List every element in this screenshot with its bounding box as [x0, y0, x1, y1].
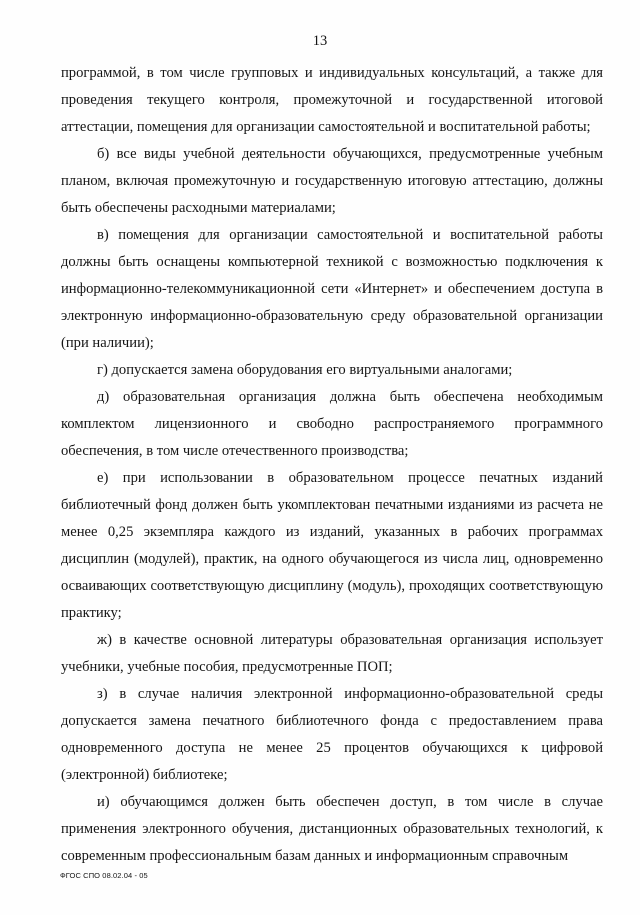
paragraph-item-b: б) все виды учебной деятельности обучающихся, предусмотренные учебным планом, включая промежуточную и государственную итоговую аттестацию, должны быть обеспечены расходными материалами; [61, 146, 603, 216]
paragraph-item-v: в) помещения для организации самостоятельной и воспитательной работы должны быть оснащены компьютерной техникой с возможностью подключения к информационно-телекоммуникационной сети «Интернет» и обеспечением доступа в электронную информационно-образовательную среду образовательной организации (при наличии); [61, 227, 603, 351]
paragraph-item-e: е) при использовании в образовательном процессе печатных изданий библиотечный фонд должен быть укомплектован печатными изданиями из расчета не менее 0,25 экземпляра каждого из изданий, указанных в рабочих программах дисциплин (модулей), практик, на одного обучающегося из числа лиц, одновременно осваивающих соответствующую дисциплину (модуль), проходящих соответствующую практику; [61, 470, 603, 621]
paragraph-item-zh: ж) в качестве основной литературы образовательная организация использует учебники, учебные пособия, предусмотренные ПОП; [61, 632, 603, 675]
paragraph-item-g: г) допускается замена оборудования его виртуальными аналогами; [97, 362, 513, 378]
paragraph-item-z: з) в случае наличия электронной информационно-образовательной среды допускается замена печатного библиотечного фонда с предоставлением права одновременного доступа не менее 25 процентов обучающихся к цифровой (электронной) библиотеке; [61, 686, 603, 783]
paragraph-item-i: и) обучающимся должен быть обеспечен доступ, в том числе в случае применения электронного обучения, дистанционных образовательных технологий, к современным профессиональным базам данных и информационным справочным [61, 794, 603, 864]
paragraph-continuation: программой, в том числе групповых и индивидуальных консультаций, а также для проведения текущего контроля, промежуточной и государственной итоговой аттестации, помещения для организации самостоятельной и воспитательной работы; [61, 65, 603, 135]
paragraph-item-d: д) образовательная организация должна быть обеспечена необходимым комплектом лицензионного и свободно распространяемого программного обеспечения, в том числе отечественного производства; [61, 389, 603, 459]
page-number: 13 [312, 33, 328, 49]
document-body [61, 60, 603, 870]
document-footer: ФГОС СПО 08.02.04 - 05 [60, 871, 148, 880]
